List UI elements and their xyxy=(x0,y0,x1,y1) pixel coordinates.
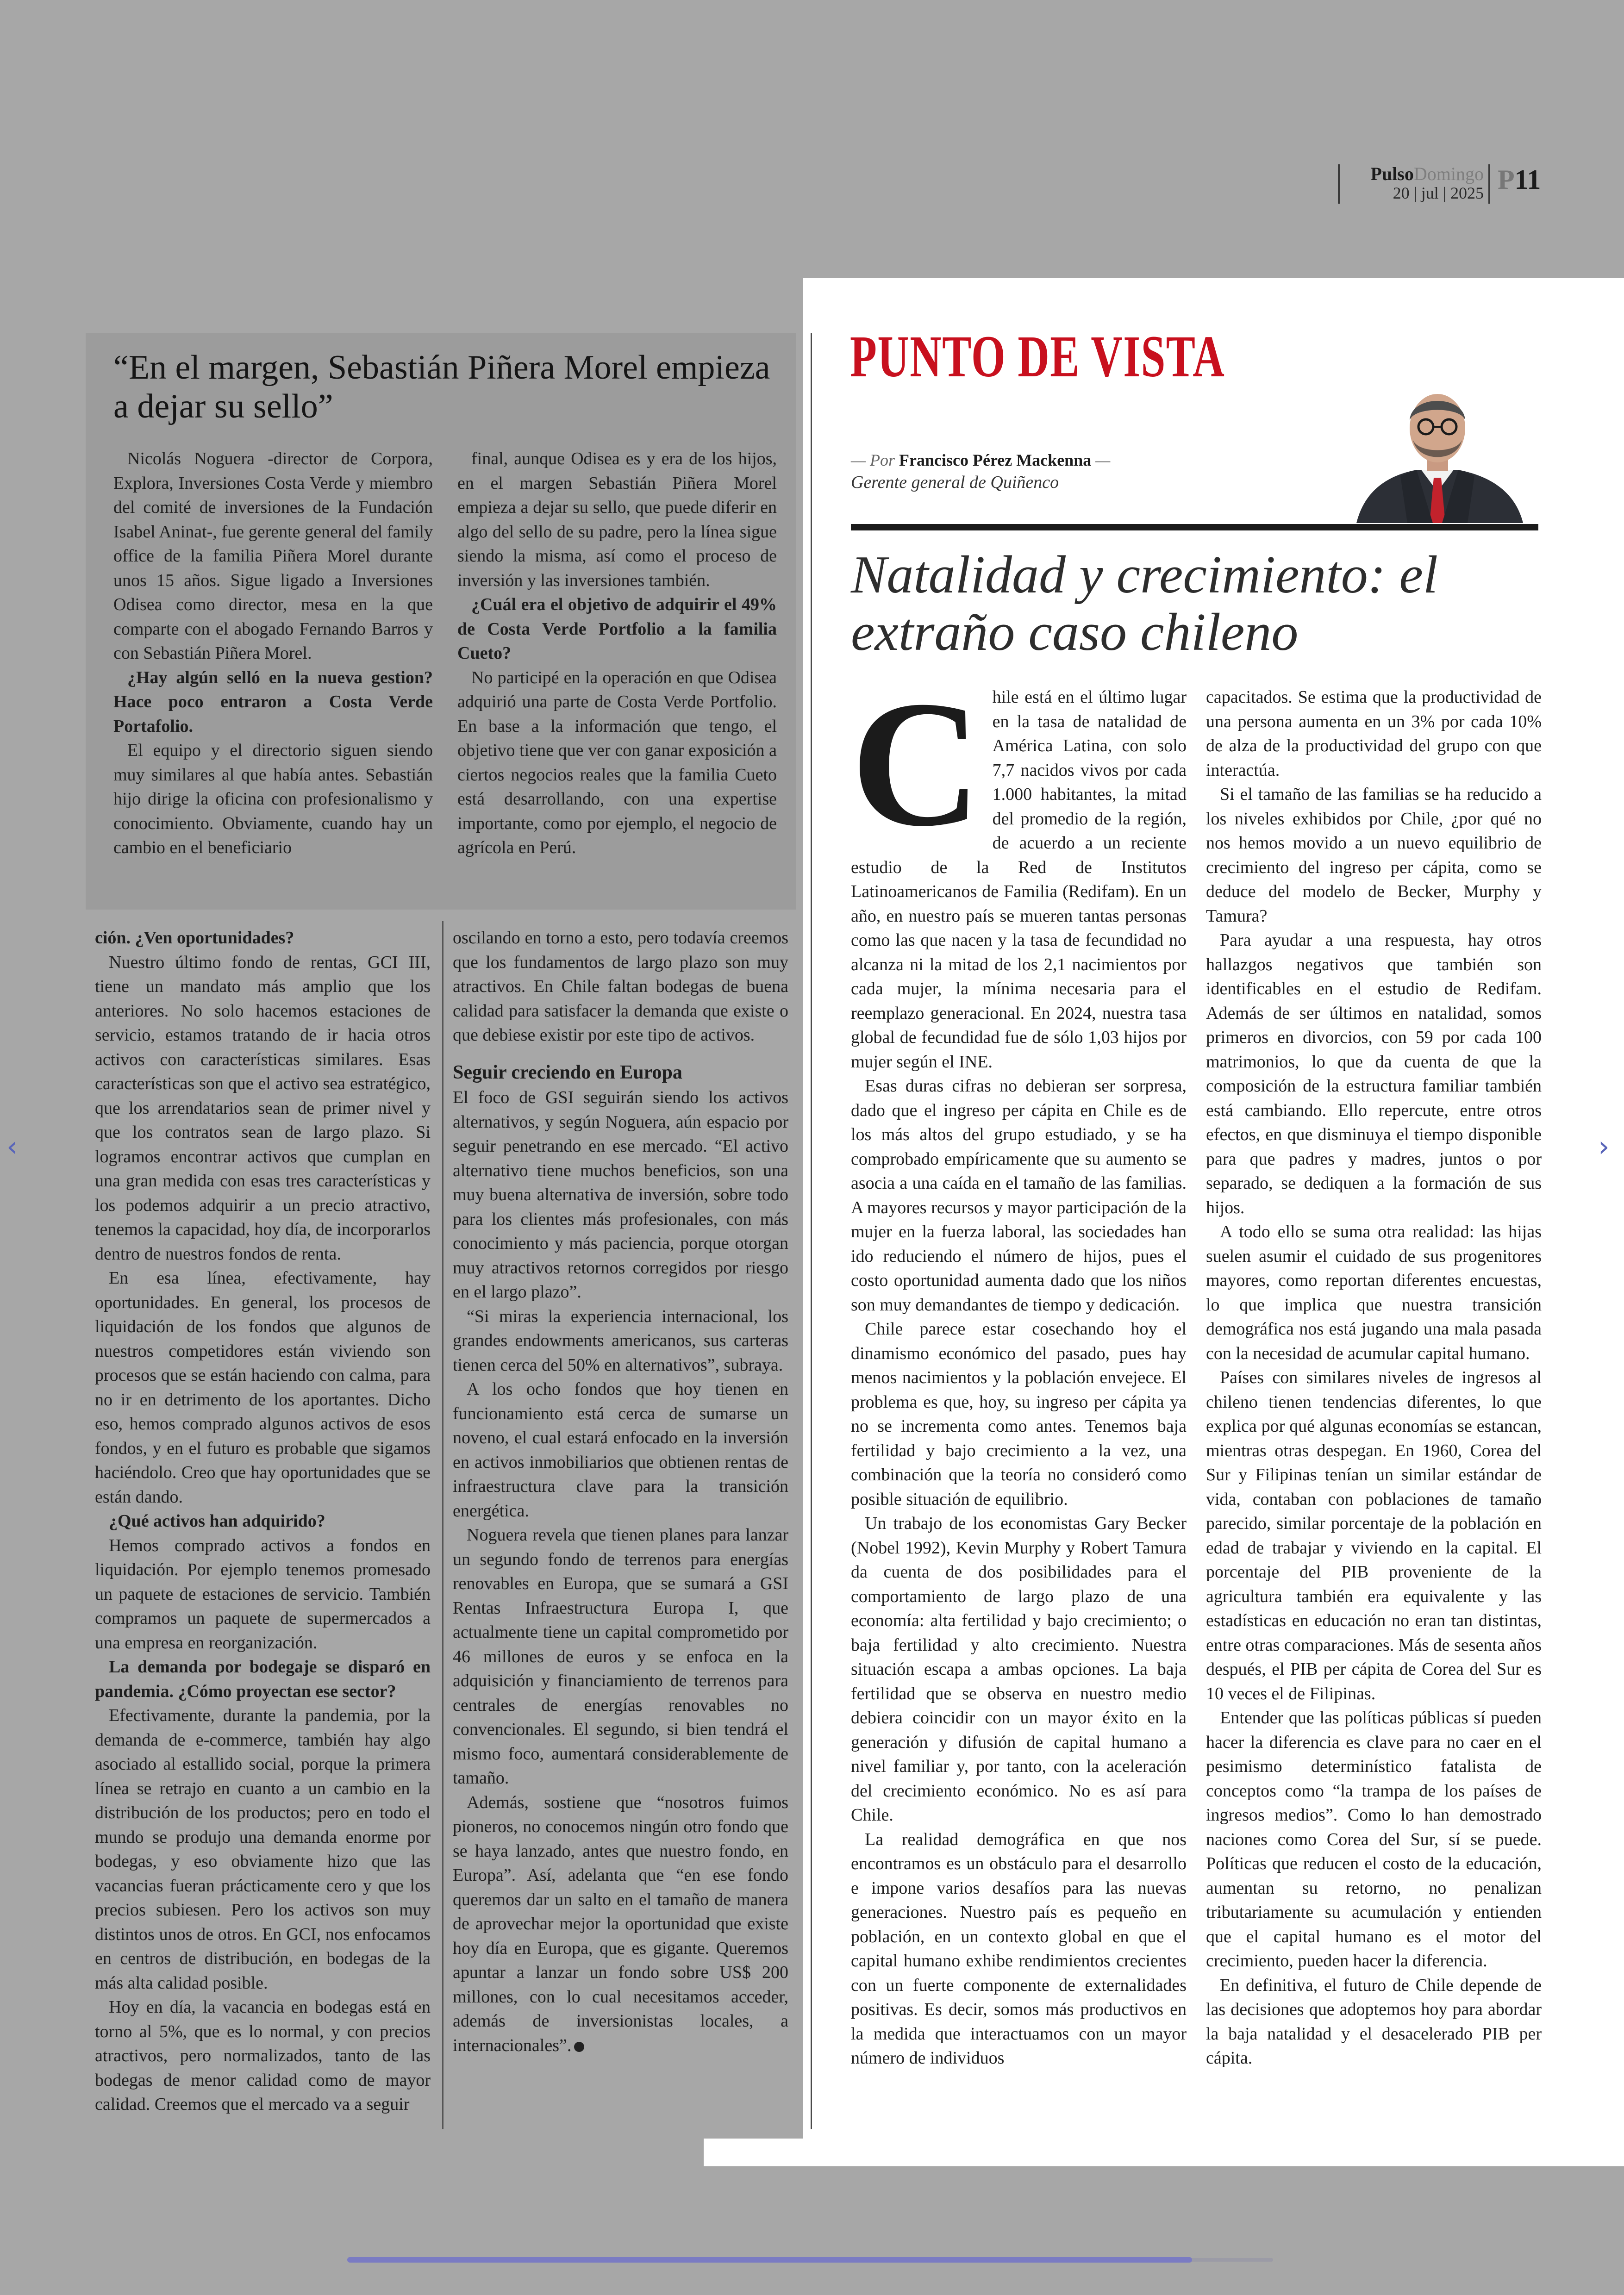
paragraph: Esas duras cifras no debieran ser sorpresa, dado que el ingreso per cápita en Chile es de los más altos del grupo estudiado, y se ha comprobado empíricamente que su aumento se asocia a una caída en el tamaño de las familias. A mayores recursos y mayor participación de la mujer en la fuerza laboral, las sociedades han ido reduciendo el número de hijos, pues el costo oportunidad aumenta dado que los niños son muy demandantes de tiempo y dedicación. xyxy=(851,1076,1187,1315)
byline: — Por Francisco Pérez Mackenna — Gerente general de Quiñenco xyxy=(851,449,1110,493)
paragraph: Noguera revela que tienen planes para lanzar un segundo fondo de terrenos para energías renovables en Europa, que se sumará a GSI Rentas Infraestructura Europa I, que actualmente tiene un capital comprometido por 46 millones de euros y se enfoca en la adquisición y financiamiento de terrenos para centrales de energías renovables no convencionales. El segundo, si bien tendrá el mismo foco, aumentará considerablemente de tamaño. xyxy=(453,1525,788,1788)
paragraph: Hemos comprado activos a fondos en liquidación. Por ejemplo tenemos promesado un paquete de estaciones de servicio. También compramos un paquete de supermercados a una empresa en reorganización. xyxy=(95,1535,431,1653)
opinion-page-foot xyxy=(704,2139,1624,2166)
header-divider xyxy=(1488,164,1490,204)
interview-question: ¿Qué activos han adquirido? xyxy=(109,1511,325,1531)
author-name: Francisco Pérez Mackenna xyxy=(899,451,1092,469)
paragraph: Si el tamaño de las familias se ha reducido a los niveles exhibidos por Chile, ¿por qué no nos hemos movido a un nuevo equilibrio de crecimiento del ingreso per cápita, como se deduce del modelo de Becker, Murphy y Tamura? xyxy=(1206,785,1542,926)
paragraph: El equipo y el directorio siguen siendo muy similares al que había antes. Sebastián hijo dirige la oficina con profesionalismo y conocimiento. Obviamente, cuando hay un cambio en el beneficiario xyxy=(113,741,433,857)
interview-question: La demanda por bodegaje se disparó en pandemia. ¿Cómo proyectan ese sector? xyxy=(95,1657,431,1701)
issue-date: 20 | jul | 2025 xyxy=(1393,184,1484,202)
brand-main: Pulso xyxy=(1370,163,1414,184)
paragraph: No participé en la operación en que Odisea adquirió una parte de Costa Verde Portfolio. En base a la información que tengo, el objetivo tiene que ver con ganar exposición a ciertos negocios reales que la familia Cueto está desarrollando, con una expertise importante, como por ejemplo, el negocio de agrícola en Perú. xyxy=(457,667,777,857)
publication-name xyxy=(1371,163,1484,185)
interview-column-2 xyxy=(453,926,788,2058)
prev-page-arrow-icon[interactable]: ‹ xyxy=(6,1129,18,1163)
paragraph: hile está en el último lugar en la tasa de natalidad de América Latina, con solo 7,7 nacidos vivos por cada 1.000 habitantes, la mitad del promedio de la región, de acuerdo a un reciente estudio de la Red de Institutos Latinoamericanos de Familia (Redifam). En un año, en nuestro país se mueren tantas personas como las que nacen y la tasa de fecundidad no alcanza ni la mitad de los 2,1 nacimientos por cada mujer, la mínima necesaria para el reemplazo generacional. En 2024, nuestra tasa global de fecundidad fue de sólo 1,03 hijos por mujer según el INE. xyxy=(851,687,1187,1072)
paragraph: “Si miras la experiencia internacional, los grandes endowments americanos, sus carteras tienen cerca del 50% en alternativos”, subraya. xyxy=(453,1306,788,1375)
brand-sub: Domingo xyxy=(1413,163,1484,184)
drop-cap: C xyxy=(851,664,981,864)
interview-question: ción. ¿Ven oportunidades? xyxy=(95,928,294,948)
next-page-arrow-icon[interactable]: › xyxy=(1598,1129,1610,1163)
interview-column-1 xyxy=(95,926,431,2117)
sidebar-column-2 xyxy=(457,447,777,860)
author-role: Gerente general de Quiñenco xyxy=(851,473,1059,492)
page-number xyxy=(1498,164,1541,196)
section-label: PUNTO DE VISTA xyxy=(850,324,1225,389)
paragraph: Nicolás Noguera -director de Corpora, Explora, Inversiones Costa Verde y miembro del comité de inversiones de la Fundación Isabel Aninat-, fue gerente general del family office de la familia Piñera Morel durante unos 15 años. Sigue ligado a Inversiones Odisea como director, mesa en la que comparte con el abogado Fernando Barros y con Sebastián Piñera Morel. xyxy=(113,449,433,663)
article-column-2 xyxy=(1206,685,1542,2070)
byline-prefix: — Por xyxy=(851,451,895,469)
sidebar-title: “En el margen, Sebastián Piñera Morel empieza a dejar su sello” xyxy=(113,349,770,425)
paragraph: Para ayudar a una respuesta, hay otros hallazgos negativos que también son identificables en el estudio de Redifam. Además de ser últimos en natalidad, somos primeros en divorcios, con 59 por cada 100 matrimonios, lo que da cuenta de que la composición de la estructura familiar también está cambiando. Ello repercute, entre otros efectos, en que disminuya el tiempo disponible para que padres y madres, juntos o por separado, se dediquen a la formación de sus hijos. xyxy=(1206,930,1542,1217)
paragraph: Entender que las políticas públicas sí pueden hacer la diferencia es clave para no caer en el pesimismo determinístico fatalista de conceptos como “la trampa de los países de ingresos medios”. Como lo han demostrado naciones como Corea del Sur, sí se puede. Políticas que reducen el costo de la educación, aumentan su retorno, no penalizan tributariamente su acumulación y entienden que el capital humano es el motor del crecimiento, pueden hacer la diferencia. xyxy=(1206,1708,1542,1971)
article-rule xyxy=(851,524,1538,530)
page-prefix: P xyxy=(1498,164,1515,195)
paragraph: A los ocho fondos que hoy tienen en funcionamiento está cerca de sumarse un noveno, el cual estará enfocado en la inversión en activos inmobiliarios que obtienen rentas de infraestructura clave para la transición energética. xyxy=(453,1379,788,1521)
paragraph: oscilando en torno a esto, pero todavía creemos que los fundamentos de largo plazo son muy atractivos. En Chile faltan bodegas de buena calidad para satisfacer la demanda que existe o que debiese existir por este tipo de activos. xyxy=(453,928,788,1045)
sidebar-column-1 xyxy=(113,447,433,860)
horizontal-scrollbar-thumb[interactable] xyxy=(347,2257,1192,2263)
subheading: Seguir creciendo en Europa xyxy=(453,1061,682,1083)
end-of-article-mark-icon xyxy=(574,2042,584,2052)
paragraph: Un trabajo de los economistas Gary Becker (Nobel 1992), Kevin Murphy y Robert Tamura da cuenta de dos posibilidades para el comportamiento de largo plazo de una economía: alta fertilidad y bajo crecimiento; o baja fertilidad y alto crecimiento. Nuestra situación escapa a ambas opciones. La baja fertilidad que se observa en nuestro medio debiera coincidir con un mayor éxito en la generación y difusión de capital humano a nivel familiar y, por tanto, con la aceleración del crecimiento económico. No es así para Chile. xyxy=(851,1514,1187,1825)
header-divider xyxy=(1338,164,1340,204)
paragraph: Además, sostiene que “nosotros fuimos pioneros, no conocemos ningún otro fondo que se haya lanzado, antes que nuestro fondo, en Europa”. Así, adelanta que “en ese fondo queremos dar un salto en el tamaño de manera de aprovechar mejor la oportunidad que existe hoy día en Europa, que es gigante. Queremos apuntar a lanzar un fondo sobre US$ 200 millones, con lo cual necesitamos acceder, además de inversionistas locales, a internacionales”. xyxy=(453,1792,788,2055)
author-portrait-icon xyxy=(1338,370,1537,523)
paragraph: Efectivamente, durante la pandemia, por la demanda de e-commerce, también hay algo asociado al estallido social, porque la primera línea se retrajo en cuanto a un cambio en la distribución de los productos; pero en todo el mundo se produjo una demanda enorme por bodegas, y eso obviamente hizo que las vacancias fueran prácticamente cero y que los precios subiesen. Pero los activos son muy distintos unos de otros. En GCI, nos enfocamos en centros de distribución, en bodegas de la más alta calidad posible. xyxy=(95,1706,431,1993)
page-gutter-rule xyxy=(811,333,812,2129)
page-number-value: 11 xyxy=(1514,164,1541,195)
paragraph: capacitados. Se estima que la productividad de una persona aumenta en un 3% por cada 10% de alza de la productividad del grupo con que interactúa. xyxy=(1206,687,1542,780)
paragraph: Países con similares niveles de ingresos al chileno tienen tendencias diferentes, lo que explica por qué algunas economías se estancan, mientras otras despegan. En 1960, Corea del Sur y Filipinas tenían un similar estándar de vida, contaban con poblaciones de tamaño parecido, similar porcentaje de la población en edad de trabajar y viviendo en la capital. El porcentaje del PIB proveniente de la agricultura también era equivalente y las estadísticas en educación no eran tan distintas, entre otras comparaciones. Más de sesenta años después, el PIB per cápita de Corea del Sur es 10 veces el de Filipinas. xyxy=(1206,1368,1542,1703)
paragraph: final, aunque Odisea es y era de los hijos, en el margen Sebastián Piñera Morel empieza a dejar su sello, que puede diferir en algo del sello de su padre, pero la línea sigue siendo la misma, así como el proceso de inversión y las inversiones también. xyxy=(457,449,777,590)
paragraph: En definitiva, el futuro de Chile depende de las decisiones que adoptemos hoy para abordar la baja natalidad y el desacelerado PIB per cápita. xyxy=(1206,1975,1542,2068)
interview-question: ¿Hay algún selló en la nueva gestion? Hace poco entraron a Costa Verde Portafolio. xyxy=(113,667,433,736)
article-headline: Natalidad y crecimiento: el extraño caso chileno xyxy=(851,545,1438,662)
paragraph: Chile parece estar cosechando hoy el dinamismo económico del pasado, pues hay menos nacimientos y la población envejece. El problema es que, hoy, su ingreso per cápita ya no se incrementa como antes. Tenemos baja fertilidad y bajo crecimiento a la vez, una combinación que la teoría no consideró como posible situación de equilibrio. xyxy=(851,1319,1187,1509)
article-column-1 xyxy=(851,664,1187,2070)
page-header xyxy=(1333,162,1541,208)
author-photo xyxy=(1338,370,1537,523)
column-rule xyxy=(442,921,443,2129)
paragraph: En esa línea, efectivamente, hay oportunidades. En general, los procesos de liquidación de los fondos que algunos de nuestros competidores están viviendo son procesos que se están haciendo con calma, para no ir en detrimento de los aportantes. Dicho eso, hemos comprado algunos activos de esos fondos, y en el futuro es probable que sigamos haciéndolo. Creo que hay oportunidades que se están dando. xyxy=(95,1268,431,1507)
paragraph: El foco de GSI seguirán siendo los activos alternativos, y según Noguera, aún espacio por seguir penetrando en ese mercado. “El activo alternativo tiene muchos beneficios, son una muy buena alternativa de inversión, sobre todo para los clientes más profesionales, con más conocimiento y más paciencia, porque otorgan muy atractivos retornos corregidos por riesgo en el largo plazo”. xyxy=(453,1088,788,1302)
interview-question: ¿Cuál era el objetivo de adquirir el 49% de Costa Verde Portfolio a la familia Cueto? xyxy=(457,595,777,663)
paragraph: La realidad demográfica en que nos encontramos es un obstáculo para el desarrollo e impone varios desafíos para las nuevas generaciones. Nuestro país es pequeño en población, en un contexto global en que el capital humano exhibe rendimientos crecientes con un fuerte componente de externalidades positivas. Es decir, somos más productivos en la medida que interactuamos con un mayor número de individuos xyxy=(851,1829,1187,2068)
paragraph: Hoy en día, la vacancia en bodegas está en torno al 5%, que es lo normal, y con precios atractivos, pero normalizados, tanto de las bodegas de menor calidad como de mayor calidad. Creemos que el mercado va a seguir xyxy=(95,1997,431,2114)
paragraph: A todo ello se suma otra realidad: las hijas suelen asumir el cuidado de sus progenitores mayores, como reportan diferentes encuestas, lo que implica que nuestra transición demográfica nos está jugando una mala pasada con la necesidad de acumular capital humano. xyxy=(1206,1222,1542,1363)
paragraph: Nuestro último fondo de rentas, GCI III, tiene un mandato más amplio que los anteriores. No solo hacemos estaciones de servicio, estamos tratando de ir hacia otros activos con características similares. Esas características son que el activo sea estratégico, que los arrendatarios sean de primer nivel y que los contratos sean de largo plazo. Si logramos encontrar activos que cumplan en una gran medida con esas tres características y los podemos adquirir a un precio atractivo, tenemos la capacidad, hoy día, de incorporarlos dentro de nuestros fondos de renta. xyxy=(95,952,431,1264)
